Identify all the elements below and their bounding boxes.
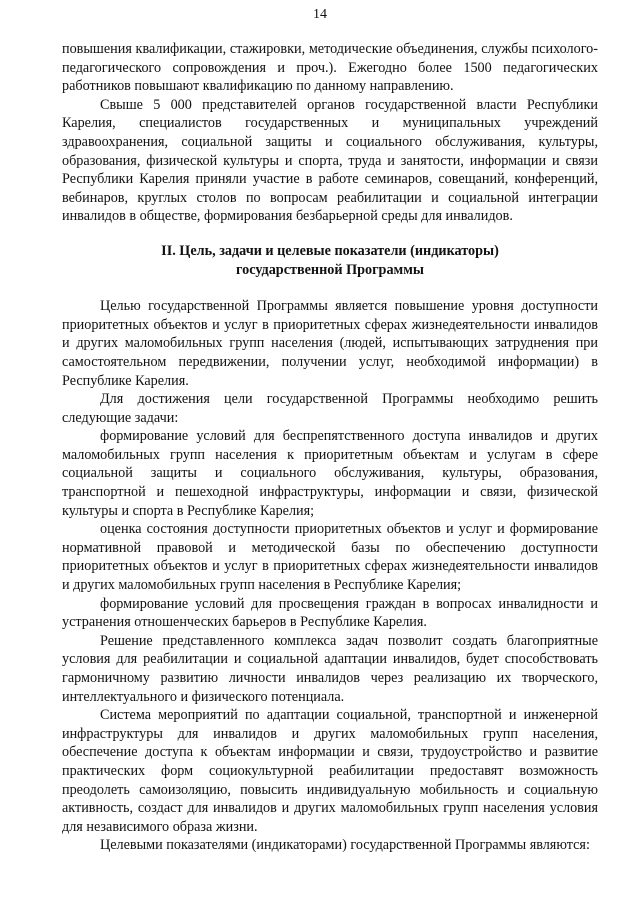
- paragraph: Целевыми показателями (индикаторами) государственной Программы являются:: [100, 837, 590, 854]
- page-body: [62, 40, 598, 855]
- page-number: 14: [313, 7, 327, 22]
- paragraph: оценка состояния доступности приоритетных объектов и услуг и формирование нормативной правовой и методической базы по обеспечению доступности приоритетных объектов и услуг в приоритетных сферах жизнедеятельности инвалидов и других маломобильных групп населения в Республике Карелия;: [62, 521, 598, 594]
- paragraph: Целью государственной Программы является повышение уровня доступности приоритетных объектов и услуг в приоритетных сферах жизнедеятельности инвалидов и других маломобильных групп населения (людей, испытывающих затруднения при самостоятельном передвижении, получении услуг, необходимой информации) в Республике Карелия.: [62, 298, 598, 389]
- paragraph: Для достижения цели государственной Программы необходимо решить следующие задачи:: [62, 391, 598, 426]
- paragraph: Решение представленного комплекса задач позволит создать благоприятные условия для реабилитации и социальной адаптации инвалидов, будет способствовать гармоничному развитию личности инвалидов через реализацию их творческого, интеллектуального и физического потенциала.: [62, 632, 598, 705]
- paragraph: повышения квалификации, стажировки, методические объединения, службы психолого-педагогического сопровождения и проч.). Ежегодно более 1500 педагогических работников повышают квалификацию по данному направлению.: [62, 41, 598, 95]
- paragraph: формирование условий для просвещения граждан в вопросах инвалидности и устранения отношенческих барьеров в Республике Карелия.: [62, 595, 598, 631]
- section-heading-line: государственной Программы: [236, 261, 424, 278]
- paragraph: формирование условий для беспрепятственного доступа инвалидов и других маломобильных групп населения к приоритетным объектам и услугам в сфере социальной защиты и социального обслуживания, культуры, образования, транспортной и пешеходной инфраструктуры, информации и связи, физической культуры и спорта в Республике Карелия;: [62, 428, 598, 519]
- section-heading-line: II. Цель, задачи и целевые показатели (индикаторы): [161, 242, 499, 259]
- paragraph: Свыше 5 000 представителей органов государственной власти Республики Карелия, специалистов государственных и муниципальных учреждений здравоохранения, социальной защиты и социального обслуживания, культуры, образования, физической культуры и спорта, труда и занятости, информации и связи Республики Карелия приняли участие в работе семинаров, совещаний, конференций, вебинаров, круглых столов по вопросам реабилитации и социальной интеграции инвалидов в обществе, формирования безбарьерной среды для инвалидов.: [62, 96, 598, 225]
- paragraph: Система мероприятий по адаптации социальной, транспортной и инженерной инфраструктуры для инвалидов и других маломобильных групп населения, обеспечение доступа к объектам информации и связи, трудоустройство и развитие практических форм социокультурной реабилитации предоставят возможность преодолеть самоизоляцию, повысить индивидуальную мобильность и социальную активность, создаст для инвалидов и других маломобильных групп населения условия для независимого образа жизни.: [62, 707, 598, 835]
- section-heading: [62, 242, 598, 279]
